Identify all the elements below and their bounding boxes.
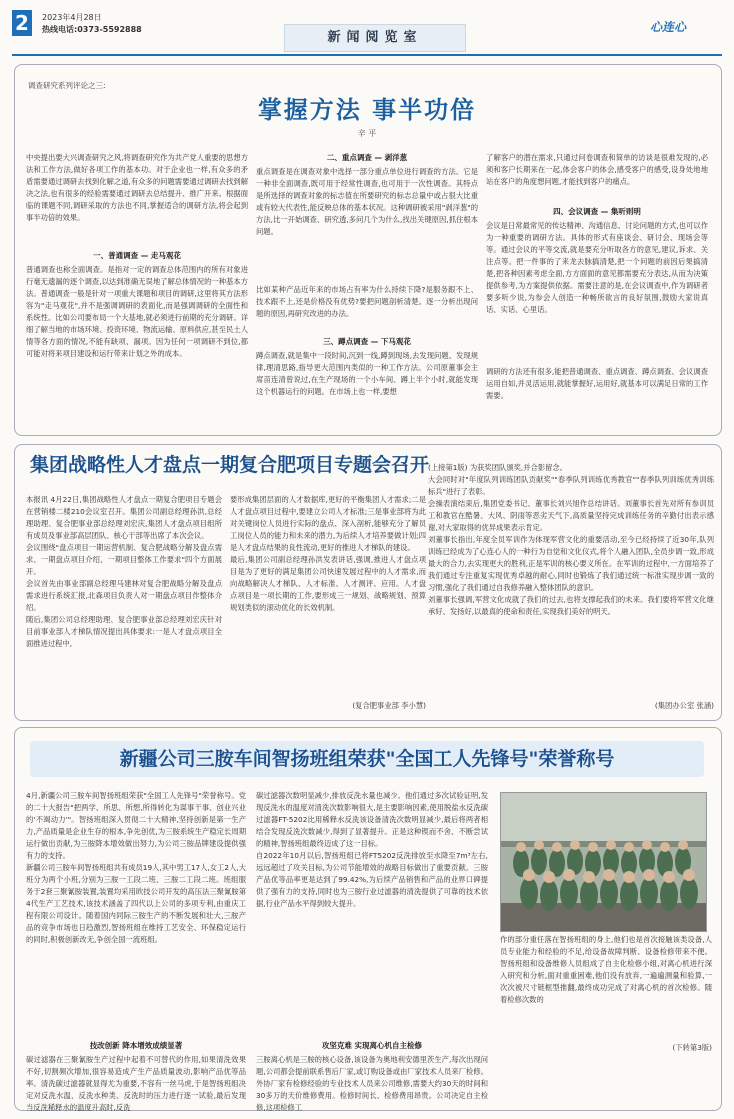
logo: 心连心 [650, 20, 687, 34]
article3-col3-body: 作的部分重任落在智扬班组的身上,他们也是首次接触该类设备,人员专业能力和经验的不足,给设备故障判断、设备检修带来不便。智扬班组和设备维修人员组成了自主化检修小组,对离心机进行深入研究和分析,面对重重困难,他们没有放弃,一遍遍测量和验算,一次次被尺寸链框型推翻,最终成功完成了对离心机的首次检修。随着检修次数的 [500, 935, 712, 1004]
page-number: 2 [12, 10, 32, 36]
article3-col2-body-2: 三胺离心机是三胺的核心设备,该设备为奥地利安德里茨生产,每次出现问题,公司都会提前联系售后厂家,或订购设备或由厂家技术人员来厂检修。外协厂家有检修经验的专业技术人员来公司维修,需要大约30天的时间和30多万的天价维修费用。检修时间长、检修费用昂贵。公司决定自主检修,这项检修工 [256, 1055, 488, 1112]
issue-date: 2023年4月28日 [42, 13, 102, 22]
article2-col3-byline: (集团办公室 张涵) [654, 701, 714, 710]
article3-col1-body: 4月,新疆公司三胺车间智扬班组荣获"全国工人先锋号"荣誉称号。党的二十大报告"把两学、所思、所想,所得转化为谋事干事、创业兴业的'不竭动力'"。智扬班组深入贯彻二十大精神,坚持创新是第一生产力,产品质量是企业生存的根本,争先创优,为三胺系统生产稳定长周期运行做出贡献,为三胺降本增效做出努力,为公司三胺品牌建设提供强有力的支持。 新疆公司三胺车间智扬班组共有成员19人,其中男工17人,女工2人,大班分为两个小班,分别为三胺一工段二班、三胺二工段二班。班组服务于2套三聚氰胺装置,装置均采用欧技公司开发的高压法三聚氰胺第4代生产工艺技术,该技术涵盖了四代以上公司的多项专利,由重庆工程有限公司设计。随着国内同际三胺生产的不断发展和壮大,三胺产品的竞争市场也日趋激烈,智扬班组在维持工艺安全、环保稳定运行的同时,积极创新改无,争创全国一流班组。 [26, 791, 246, 944]
article1-col3-body: 了解客户的潜在需求,只通过问卷调查和简单的访谈是很难发现的,必须和客户长期来在一起,体会客户的体会,感受客户的感受,设身处地地站在客户的角度想问题,才能找到客户的痛点。 [486, 153, 708, 186]
article2-col3-body: (上接第1版) 为获奖团队颁奖,并合影留念。 大会同时对"年度队列训练团队贡献奖""春季队列训练优秀教官""春季队列训练优秀训练标兵"进行了表彰。 会操表演结束后,集团党委书记、董事长刘兴旭作总结讲话。刘董事长首先对所有参训员工和教官在酷暑、大风、阴雨等恶劣天气下,高质量坚持完成训练任务的辛勤付出表示感谢,对大家取得的优异成果表示肯定。 刘董事长指出,年度全员军训作为体现军营文化的重要活动,至今已经持续了近30年,队列训练已经成为了心连心人的一种行为自觉和文化仪式,将个人融入团队,全员步调一致,形成最大的合力,去实现更大的胜利,正是军训的核心要义所在。在军训的过程中,一方面培养了我们通过专注重复实现优秀卓越的耐心,同时也锻炼了我们通过统一标准实现步调一致的习惯,强化了我们通过自我修养融入整体团队的意识。 刘董事长强调,军营文化成就了我们的过去,也将支撑起我们的未来。我们要将军营文化继承好、发扬好,以最真的使命和责任,实现我们美好的明天。 [428, 463, 714, 616]
article1-title: 掌握方法 事半功倍 [257, 96, 477, 124]
article1-col1-body: 普通调查也称全面调查。是指对一定的调查总体范围内的所有对象进行毫无遗漏的逐个调查,以达到准确无误地了解总体情况的一种基本方法。普通调查一般是针对一项重大课题和项目的调研,这里将其方法形容为"走马观花",并不是强调调研的表面化,而是强调调研的全面性和系统性。比如公司要布局一个大基地,就必须进行前期的充分调研。详细了解当地的市场环境、投资环境、物流运输、原料供应,甚至民土人情等各方面的情况,不能有缺项、漏项。因为任何一项调研不到位,都可能对将来项目建设和运行带来计划之外的成本。 [26, 265, 248, 358]
article3-heading-2: 攻坚克难 实现离心机自主检修 [321, 1041, 423, 1050]
article1-heading-1: 一、普通调查 — 走马观花 [93, 251, 181, 260]
team-photo [500, 792, 707, 932]
article3-continued: (下转第3版) [672, 1043, 712, 1052]
article3-heading-1: 技改创新 降本增效成绩显著 [89, 1041, 183, 1050]
article3-title: 新疆公司三胺车间智扬班组荣获"全国工人先锋号"荣誉称号 [30, 741, 704, 777]
section-title: 新闻阅览室 [284, 24, 466, 52]
article1-author: 辛 平 [357, 129, 377, 138]
article3-col2-body: 碳过滤器次数明显减少,排放反洗水量也减少。他们通过多次试验证明,发现反洗水的温度对清洗次数影响很大,是主要影响因素,使用脱盐水反洗碳过滤器FT-5202比用稀释水反洗该设备清洗次数明显减少,最后将两者相结合发现反洗次数减少,得到了显著提升。正是这种锲而不舍、不断尝试的精神,智扬班组最终迈成了这一目标。 自2022年10月以后,智扬班组已将FT5202反洗排放至水降至7m³左右,远远超过了攻关目标,为公司节能增效的战略目标做出了重要贡献。三胺产品优等品率更是达到了99.42%,为后续产品销售和产品的业界口碑提供了强有力的支持,同时也为三胺行业过滤器的清洗提供了可靠的技术依据,行业产品水平得到较大提升。 [256, 791, 488, 908]
article2-col1-body: 本报讯 4月22日,集团战略性人才盘点一期复合肥项目专题会在营销楼二楼210会议室召开。集团公司副总经理孙洪,总经理助理、复合肥事业部总经理刘宏庆,集团人才盘点项目组所有成员及事业部高层团队、核心干部等出席了本次会议。 会议围绕"盘点项目一期运营机制、复合肥战略分解及盘点需求、一期盘点项目介绍、一期项目整体工作要求"四个方面展开。 会议首先由事业部副总经理马建林对复合肥战略分解及盘点需求进行系统汇报,北森项目负责人对一期盘点项目作整体介绍。 随后,集团公司总经理助理、复合肥事业部总经理刘宏庆针对目前事业部人才梯队情况提出具体要求:一是人才盘点项目全面推进过程中, [26, 495, 222, 648]
article1-series: 调查研究系列评论之三: [28, 81, 106, 90]
article1-col3-body-2: 会议是日常最常见的传达精神、沟通信息、讨论问题的方式,也可以作为一种重要的调研方法。具体的形式有座谈会、研讨会、现场会等等。通过会议的平等交流,就是要充分听取各方的意见,建议,诉求、关注点等。把一件事的了来龙去脉搞清楚,把一个问题的前因后果搞清楚,把各种因素考虑全面,方方面面的意见都需要充分表达,从而为决策提供参考,为方案提供依据。需要注意的是,在会议调查中,作为调研者要多听少说,为参会人创造一种畅所欲言的良好氛围,鼓励大家说真话、实话、心里话。 [486, 221, 708, 314]
article1-col2-body-2: 比如某种产品近年来的市场占有率为什么持续下降?是服务跟不上、技术跟不上,还是价格没有优势?要把问题剖析清楚。逐一分析出现问题的原因,再研究改进的办法。 [256, 285, 478, 318]
article1-heading-2: 二、重点调查 — 剥洋葱 [326, 153, 408, 162]
article1-heading-3: 三、蹲点调查 — 下马观花 [323, 337, 411, 346]
article2-byline: (复合肥事业部 李小慧) [352, 701, 426, 710]
hotline: 热线电话:0373-5592888 [42, 25, 142, 34]
article3-col1-body-2: 碳过滤器在三聚氰胺生产过程中起着不可替代的作用,如果清洗效果不好,切割频次增加,很容易造成产生产品质量波动,影响产品优等品率。清洗碳过滤器就显得尤为重要,不容有一丝马虎,于是智扬班组决定对反洗水温、反洗水种类、反洗时的压力进行逐一试验,最后发现当反洗稀释水的温度升高时,反洗 [26, 1055, 246, 1112]
header-rule [12, 54, 722, 56]
article1-col2-body: 重点调查是在调查对象中选择一部分重点单位进行调查的方法。它是一种非全面调查,既可用于经常性调查,也可用于一次性调查。其特点是所选择的调查对象的标志值在所要研究的标志总量中或占很大比重或有较大代表性,能反映总体的基本状况。这种调研被采用"剥洋葱"的方法,比一开始调查、研究透,多问几个为什么,找出关键原因,抓住根本问题。 [256, 167, 478, 236]
article1-heading-4: 四、会议调查 — 集听则明 [553, 207, 641, 216]
article1-col2-body-3: 蹲点调查,就是集中一段时间,沉到一线,蹲到现场,去发现问题、发现规律,理清思路,指导更大范围内类似的一种工作方法。公司原董事会主席苗连清曾说过,在生产现场的一个小车间、蹲上半个小时,就能发现这个机器运行的问题。在市场上也一样,要想 [256, 351, 478, 396]
article1-col1-intro: 中央提出要大兴调查研究之风,将调查研究作为共产党人重要的思想方法和工作方法,做好各项工作的基本功。对于企业也一样,有众多的矛盾需要通过调研去找到化解之道,有众多的问题需要通过调研去找到解决之法,也有很多的经验需要通过调研去总结提升、推广开来。根据面临的课题不同,调研采取的方法也不同,掌握适合的调研方法,将会起到事半功倍的效果。 [26, 153, 248, 222]
article2-col2-body: 要形成集团层面的人才数据库,更好的平衡集团人才需求;二是人才盘点项目过程中,要建立公司人才标准;三是事业部将为此对关键岗位人员进行实际的盘点、深入剖析,能够充分了解员工岗位人员的能力和未来的潜力,为后续人才培养要做计划;四是人才盘点结果的良性流动,更好的推进人才梯队的建设。 最后,集团公司副总经理孙洪发表讲话,强调,推进人才盘点项目是为了更好的满足集团公司快速发展过程中的人才需求,而向战略解决人才梯队、人才标准、人才测评、应用。人才盘点项目是一项长期的工作,要形成三一规划、战略规划、预算规划类似的滚动优化的长效机制。 [230, 495, 426, 612]
team-photo-image [501, 793, 706, 931]
article1-col3-body-3: 调研的方法还有很多,能把普通调查、重点调查、蹲点调查、会议调查运用自如,并灵活运用,就能掌握好,运用好,就基本可以满足日常的工作需要。 [486, 367, 708, 400]
article2-title: 集团战略性人才盘点一期复合肥项目专题会召开 [30, 454, 430, 476]
